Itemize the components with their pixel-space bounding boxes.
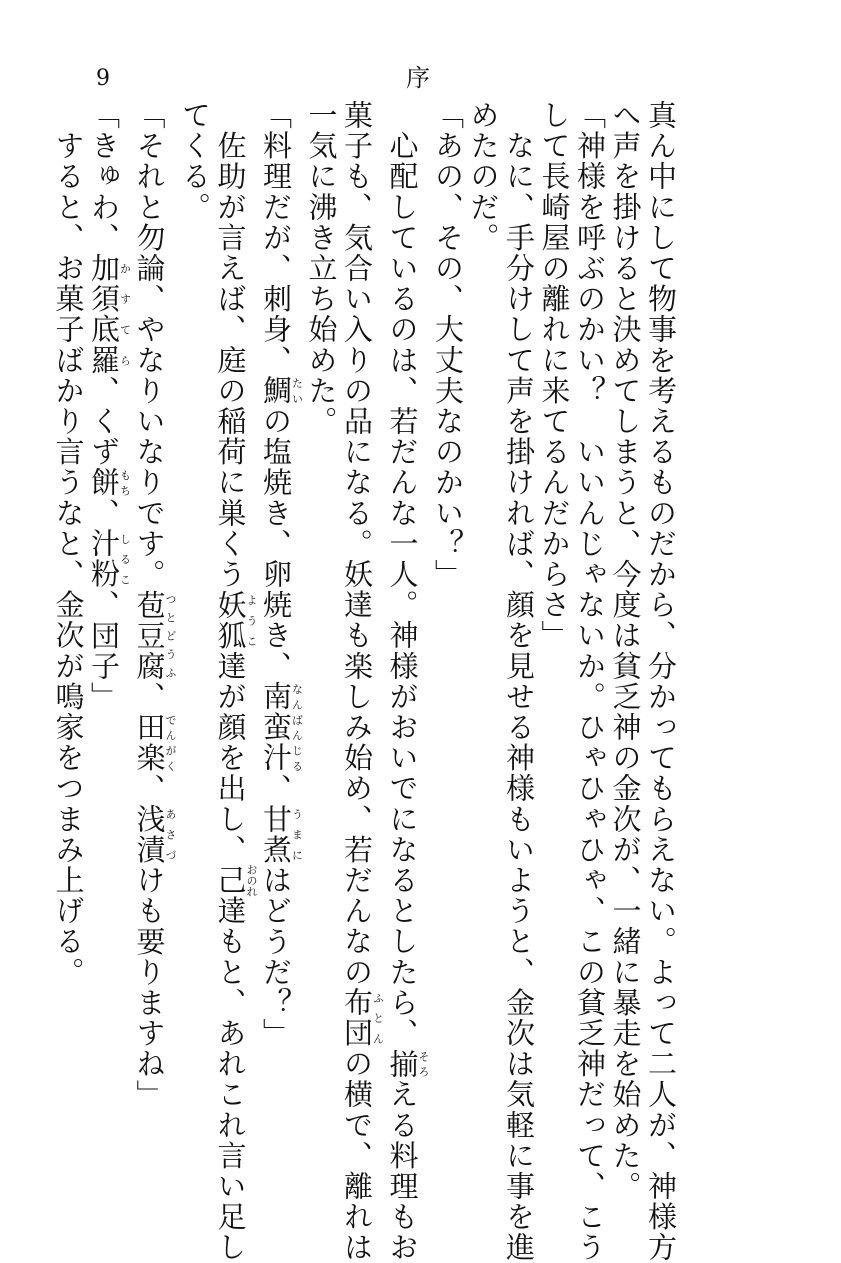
ruby-annotation bbox=[132, 589, 177, 682]
text-run: すると、お菓子ばかり言うなと、金次が鳴家をつまみ上げる。 bbox=[51, 100, 86, 988]
furigana: おのれ bbox=[245, 863, 258, 897]
text-run: なに、手分けして声を掛ければ、顔を見せる神様もいようと、金次は気軽に事を進 bbox=[502, 100, 536, 1263]
running-head: 序 bbox=[406, 64, 430, 92]
text-line bbox=[384, 100, 430, 1263]
text-run: 「あの、その、大丈夫なのかい？」 bbox=[431, 100, 465, 590]
furigana: ようこ bbox=[245, 589, 258, 651]
text-run: 、 bbox=[87, 497, 121, 529]
text-run: 達もと、あれこれ言い足し bbox=[213, 895, 248, 1263]
text-run: 、 bbox=[132, 681, 167, 713]
text-run: 菓子も、気合い入りの品になる。妖達も楽しみ始め、若だんなの bbox=[340, 100, 374, 988]
page-number: 9 bbox=[96, 66, 110, 91]
text-run: 佐助が言えば、庭の稲荷に巣くう bbox=[213, 100, 248, 590]
text-run: して長崎屋の離れに来てるんだからさ」 bbox=[537, 100, 572, 651]
ruby-annotation bbox=[259, 803, 304, 866]
furigana: たい bbox=[290, 375, 304, 406]
furigana: でんがく bbox=[164, 712, 177, 774]
ruby-annotation bbox=[385, 1048, 430, 1080]
ruby-annotation bbox=[259, 375, 304, 407]
text-run: めたのだ。 bbox=[466, 100, 501, 253]
text-run: 「きゅわ、 bbox=[87, 100, 121, 253]
text-run: けも要りますね」 bbox=[132, 865, 167, 1110]
text-line bbox=[607, 100, 643, 1202]
furigana: うまに bbox=[290, 803, 304, 866]
text-run: はどうだ？」 bbox=[259, 865, 293, 1049]
ruby-base: 田楽 bbox=[132, 712, 167, 774]
text-line bbox=[536, 100, 572, 1100]
ruby-base: 布団 bbox=[340, 987, 374, 1049]
ruby-base: 己 bbox=[213, 863, 248, 897]
ruby-base: 妖狐 bbox=[213, 589, 248, 651]
ruby-base: 苞豆腐 bbox=[132, 589, 167, 682]
text-line bbox=[430, 100, 466, 1100]
ruby-annotation bbox=[87, 253, 132, 376]
text-line bbox=[572, 100, 608, 1263]
ruby-annotation bbox=[340, 987, 385, 1049]
text-run: 一気に沸き立ち始めた。 bbox=[304, 100, 339, 437]
furigana: あさづ bbox=[164, 803, 177, 866]
ruby-base: 汁粉 bbox=[87, 528, 121, 590]
ruby-base: 浅漬 bbox=[132, 803, 167, 866]
ruby-base: 揃 bbox=[385, 1048, 420, 1080]
ruby-annotation bbox=[213, 589, 258, 651]
text-run: 「それと勿論、やなりいなりです。 bbox=[132, 100, 167, 590]
body-text bbox=[51, 100, 678, 1263]
furigana: しるこ bbox=[118, 528, 132, 590]
text-run: える料理もお bbox=[385, 1079, 420, 1263]
text-line bbox=[212, 100, 258, 1263]
text-line bbox=[258, 100, 304, 1100]
ruby-base: 南蛮汁 bbox=[259, 681, 293, 774]
ruby-base: 餅 bbox=[87, 467, 121, 498]
text-run: 、団子」 bbox=[87, 589, 121, 713]
text-line bbox=[86, 100, 132, 1100]
ruby-annotation bbox=[259, 681, 304, 774]
furigana: そろ bbox=[417, 1048, 430, 1080]
text-run: 、 bbox=[132, 773, 167, 804]
text-run: 真ん中にして物事を考えるものだから、分かってもらえない。よって二人が、神様方 bbox=[644, 100, 678, 1263]
ruby-annotation bbox=[213, 863, 258, 897]
text-run: 「神様を呼ぶのかい？ いいんじゃないか。ひゃひゃひゃ、この貧乏神だって、こう bbox=[573, 100, 607, 1263]
text-line bbox=[131, 100, 177, 1110]
text-run: 心配しているのは、若だんな一人。神様がおいでになるとしたら、 bbox=[385, 100, 420, 1049]
text-run: 、 bbox=[259, 773, 293, 804]
text-run: 達が顔を出し、 bbox=[213, 650, 248, 866]
ruby-annotation bbox=[132, 803, 177, 866]
text-line bbox=[339, 100, 385, 1263]
text-run: の横で、離れは bbox=[340, 1048, 374, 1263]
text-run: 、くず bbox=[87, 375, 121, 468]
text-run: 「料理だが、刺身、 bbox=[259, 100, 293, 376]
furigana: つとどうふ bbox=[164, 589, 177, 682]
furigana: なんばんじる bbox=[290, 681, 304, 774]
text-line bbox=[50, 100, 86, 1100]
ruby-annotation bbox=[132, 712, 177, 774]
text-run: の塩焼き、卵焼き、 bbox=[259, 406, 293, 682]
ruby-base: 加須底羅 bbox=[87, 253, 121, 376]
text-line bbox=[465, 100, 501, 1100]
text-line bbox=[177, 100, 213, 1100]
ruby-annotation bbox=[87, 528, 132, 590]
text-line bbox=[501, 100, 537, 1263]
furigana: ふとん bbox=[371, 987, 385, 1049]
ruby-base: 甘煮 bbox=[259, 803, 293, 866]
furigana: もち bbox=[118, 467, 132, 498]
text-run: へ声を掛けると決めてしまうと、今度は貧乏神の金次が、一緒に暴走を始めた。 bbox=[608, 100, 643, 1202]
text-run: てくる。 bbox=[178, 100, 212, 223]
ruby-base: 鯛 bbox=[259, 375, 293, 407]
ruby-annotation bbox=[87, 467, 132, 498]
text-line bbox=[643, 100, 679, 1263]
furigana: かすてら bbox=[118, 253, 132, 376]
text-line bbox=[303, 100, 339, 1100]
